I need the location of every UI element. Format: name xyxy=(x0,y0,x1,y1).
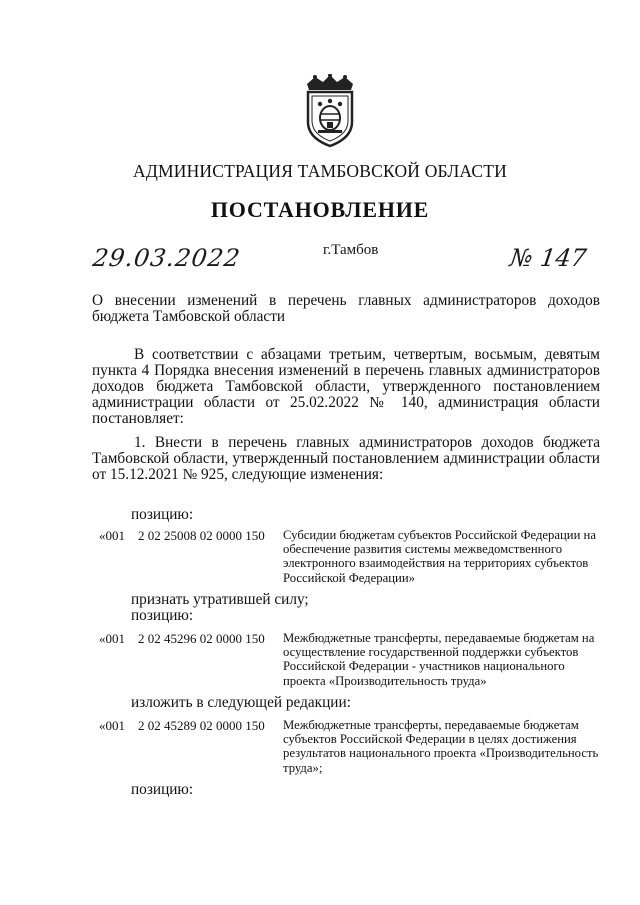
tambov-coat-of-arms-icon xyxy=(301,74,359,148)
invalidate-instruction: признать утратившей силу; xyxy=(131,591,309,608)
row-quote-mark: «001 xyxy=(99,718,125,733)
handwritten-document-number: № 147 xyxy=(508,244,589,272)
position-label-3: позицию: xyxy=(131,781,194,798)
row-quote-mark: «001 xyxy=(99,528,125,543)
document-subject: О внесении изменений в перечень главных администраторов доходов бюджета Тамбовской области xyxy=(92,292,600,325)
document-type: ПОСТАНОВЛЕНИЕ xyxy=(210,197,430,222)
restate-instruction: изложить в следующей редакции: xyxy=(131,694,351,711)
city-label: г.Тамбов xyxy=(323,242,379,258)
revenue-description: Межбюджетные трансферты, передаваемые бюджетам на осуществление государственной поддержки субъектов Российской Федерации - участников национального проекта «Производительность труда» xyxy=(283,631,595,688)
budget-classification-code: 2 02 25008 02 0000 150 xyxy=(138,528,265,543)
revenue-description: Субсидии бюджетам субъектов Российской Федерации на обеспечение развития системы межведомственного электронного взаимодействия на территориях субъектов Российской Федерации» xyxy=(283,528,596,585)
organization-name: АДМИНИСТРАЦИЯ ТАМБОВСКОЙ ОБЛАСТИ xyxy=(133,161,507,181)
revenue-description: Межбюджетные трансферты, передаваемые бюджетам субъектов Российской Федерации в целях достижения результатов национального проекта «Производительность труда»; xyxy=(283,718,599,775)
clause-1-paragraph: 1. Внести в перечень главных администраторов доходов бюджета Тамбовской области, утвержденный постановлением администрации области от 15.12.2021 № 925, следующие изменения: xyxy=(92,434,600,483)
preamble-paragraph: В соответствии с абзацами третьим, четвертым, восьмым, девятым пункта 4 Порядка внесения изменений в перечень главных администраторов доходов бюджета Тамбовской области, утвержденного постановлением администрации области от 25.02.2022 № 140, администрация области постановляет: xyxy=(92,346,600,427)
position-label-1: позицию: xyxy=(131,506,194,523)
budget-classification-code: 2 02 45296 02 0000 150 xyxy=(138,631,265,646)
row-quote-mark: «001 xyxy=(99,631,125,646)
position-label-2: позицию: xyxy=(131,607,194,624)
budget-classification-code: 2 02 45289 02 0000 150 xyxy=(138,718,265,733)
handwritten-date: 29.03.2022 xyxy=(91,244,243,272)
